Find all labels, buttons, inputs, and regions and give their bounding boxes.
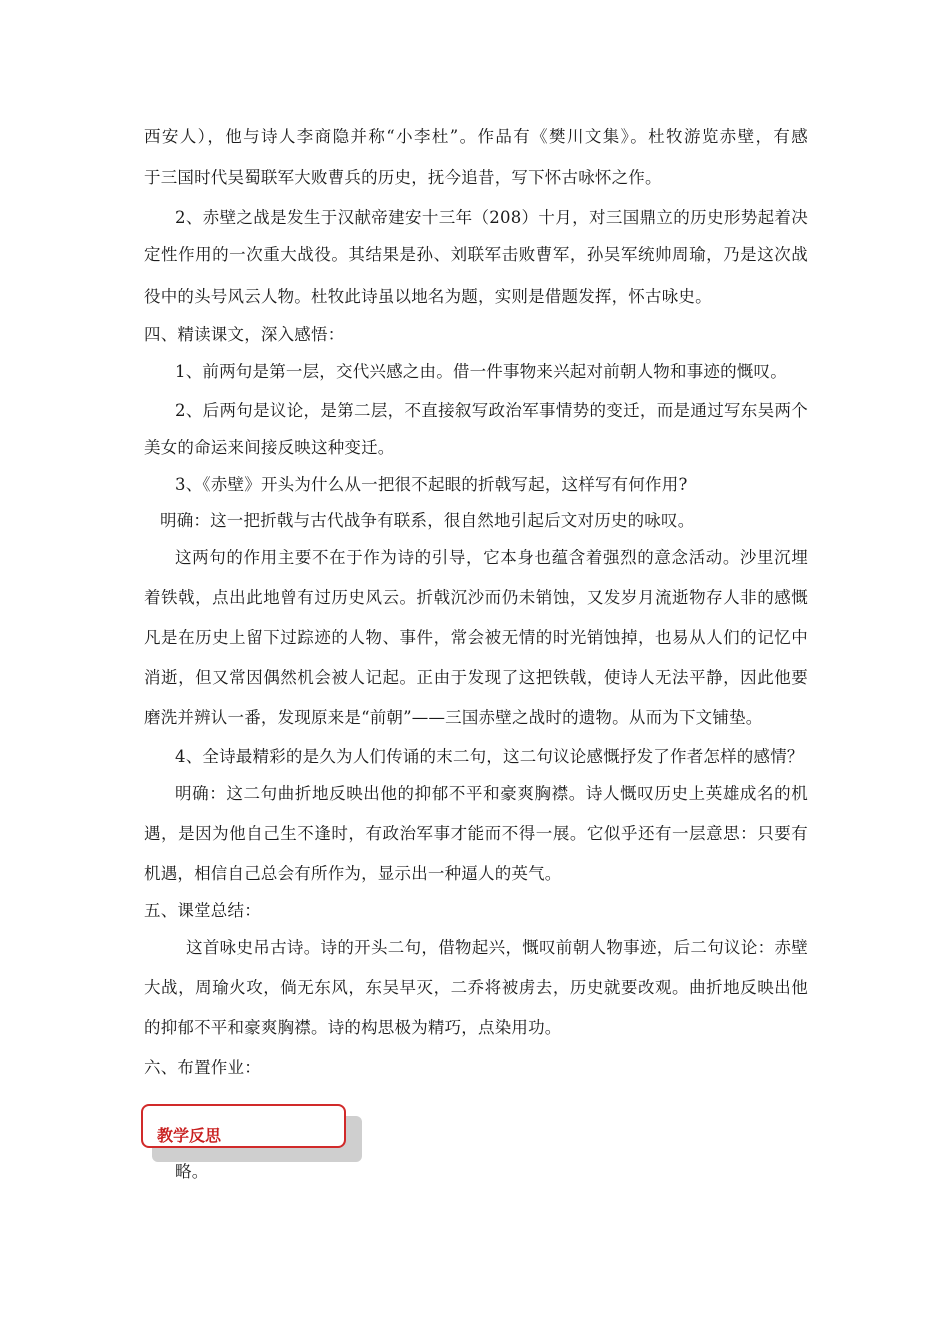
- section-heading: 四、精读课文，深入感悟：: [144, 325, 345, 344]
- paragraph-line: 2、后两句是议论，是第二层，不直接叙写政治军事情势的变迁，而是通过写东吴两个: [175, 401, 808, 420]
- paragraph-line: 的抑郁不平和豪爽胸襟。诗的构思极为精巧，点染用功。: [144, 1018, 562, 1037]
- paragraph-line: 明确：这一把折戟与古代战争有联系，很自然地引起后文对历史的咏叹。: [160, 511, 695, 530]
- paragraph-line: 3、《赤壁》开头为什么从一把很不起眼的折戟写起，这样写有何作用?: [175, 475, 688, 494]
- paragraph-line: 这首咏史吊古诗。诗的开头二句，借物起兴，慨叹前朝人物事迹，后二句议论：赤壁: [186, 938, 808, 957]
- paragraph-line: 遇，是因为他自己生不逢时，有政治军事才能而不得一展。它似乎还有一层意思：只要有: [144, 824, 808, 843]
- reflection-title: 教学反思: [157, 1126, 222, 1145]
- section-heading: 五、课堂总结：: [144, 901, 261, 920]
- paragraph-line: 这两句的作用主要不在于作为诗的引导，它本身也蕴含着强烈的意念活动。沙里沉埋: [175, 548, 808, 567]
- paragraph-line: 于三国时代吴蜀联军大败曹兵的历史，抚今追昔，写下怀古咏怀之作。: [144, 168, 662, 187]
- paragraph-line: 明确：这二句曲折地反映出他的抑郁不平和豪爽胸襟。诗人慨叹历史上英雄成名的机: [175, 784, 808, 803]
- paragraph-line: 役中的头号风云人物。杜牧此诗虽以地名为题，实则是借题发挥，怀古咏史。: [144, 287, 712, 306]
- section-heading: 六、布置作业：: [144, 1058, 261, 1077]
- paragraph-line: 4、全诗最精彩的是久为人们传诵的末二句，这二句议论感慨抒发了作者怎样的感情？: [175, 747, 804, 766]
- paragraph-line: 消逝，但又常因偶然机会被人记起。正由于发现了这把铁戟，使诗人无法平静，因此他要: [144, 668, 808, 687]
- paragraph-line: 美女的命运来间接反映这种变迁。: [144, 438, 395, 457]
- paragraph-line: 凡是在历史上留下过踪迹的人物、事件，常会被无情的时光销蚀掉，也易从人们的记忆中: [144, 628, 808, 647]
- paragraph-line: 大战，周瑜火攻，倘无东风，东吴早灭，二乔将被虏去，历史就要改观。曲折地反映出他: [144, 978, 808, 997]
- paragraph-line: 2、赤壁之战是发生于汉献帝建安十三年（208）十月，对三国鼎立的历史形势起着决: [175, 208, 808, 227]
- paragraph-line: 机遇，相信自己总会有所作为，显示出一种逼人的英气。: [144, 864, 562, 883]
- paragraph-line: 着铁戟，点出此地曾有过历史风云。折戟沉沙而仍未销蚀，又发岁月流逝物存人非的感慨: [144, 588, 808, 607]
- paragraph-line: 定性作用的一次重大战役。其结果是孙、刘联军击败曹军，孙吴军统帅周瑜，乃是这次战: [144, 245, 808, 264]
- reflection-badge: [141, 1104, 346, 1148]
- paragraph-line: 西安人），他与诗人李商隐并称“小李杜”。作品有《樊川文集》。杜牧游览赤壁，有感: [144, 127, 808, 146]
- reflection-body: 略。: [175, 1162, 209, 1181]
- paragraph-line: 1、前两句是第一层，交代兴感之由。借一件事物来兴起对前朝人物和事迹的慨叹。: [175, 362, 787, 381]
- paragraph-line: 磨洗并辨认一番，发现原来是“前朝”——三国赤壁之战时的遗物。从而为下文铺垫。: [144, 708, 763, 727]
